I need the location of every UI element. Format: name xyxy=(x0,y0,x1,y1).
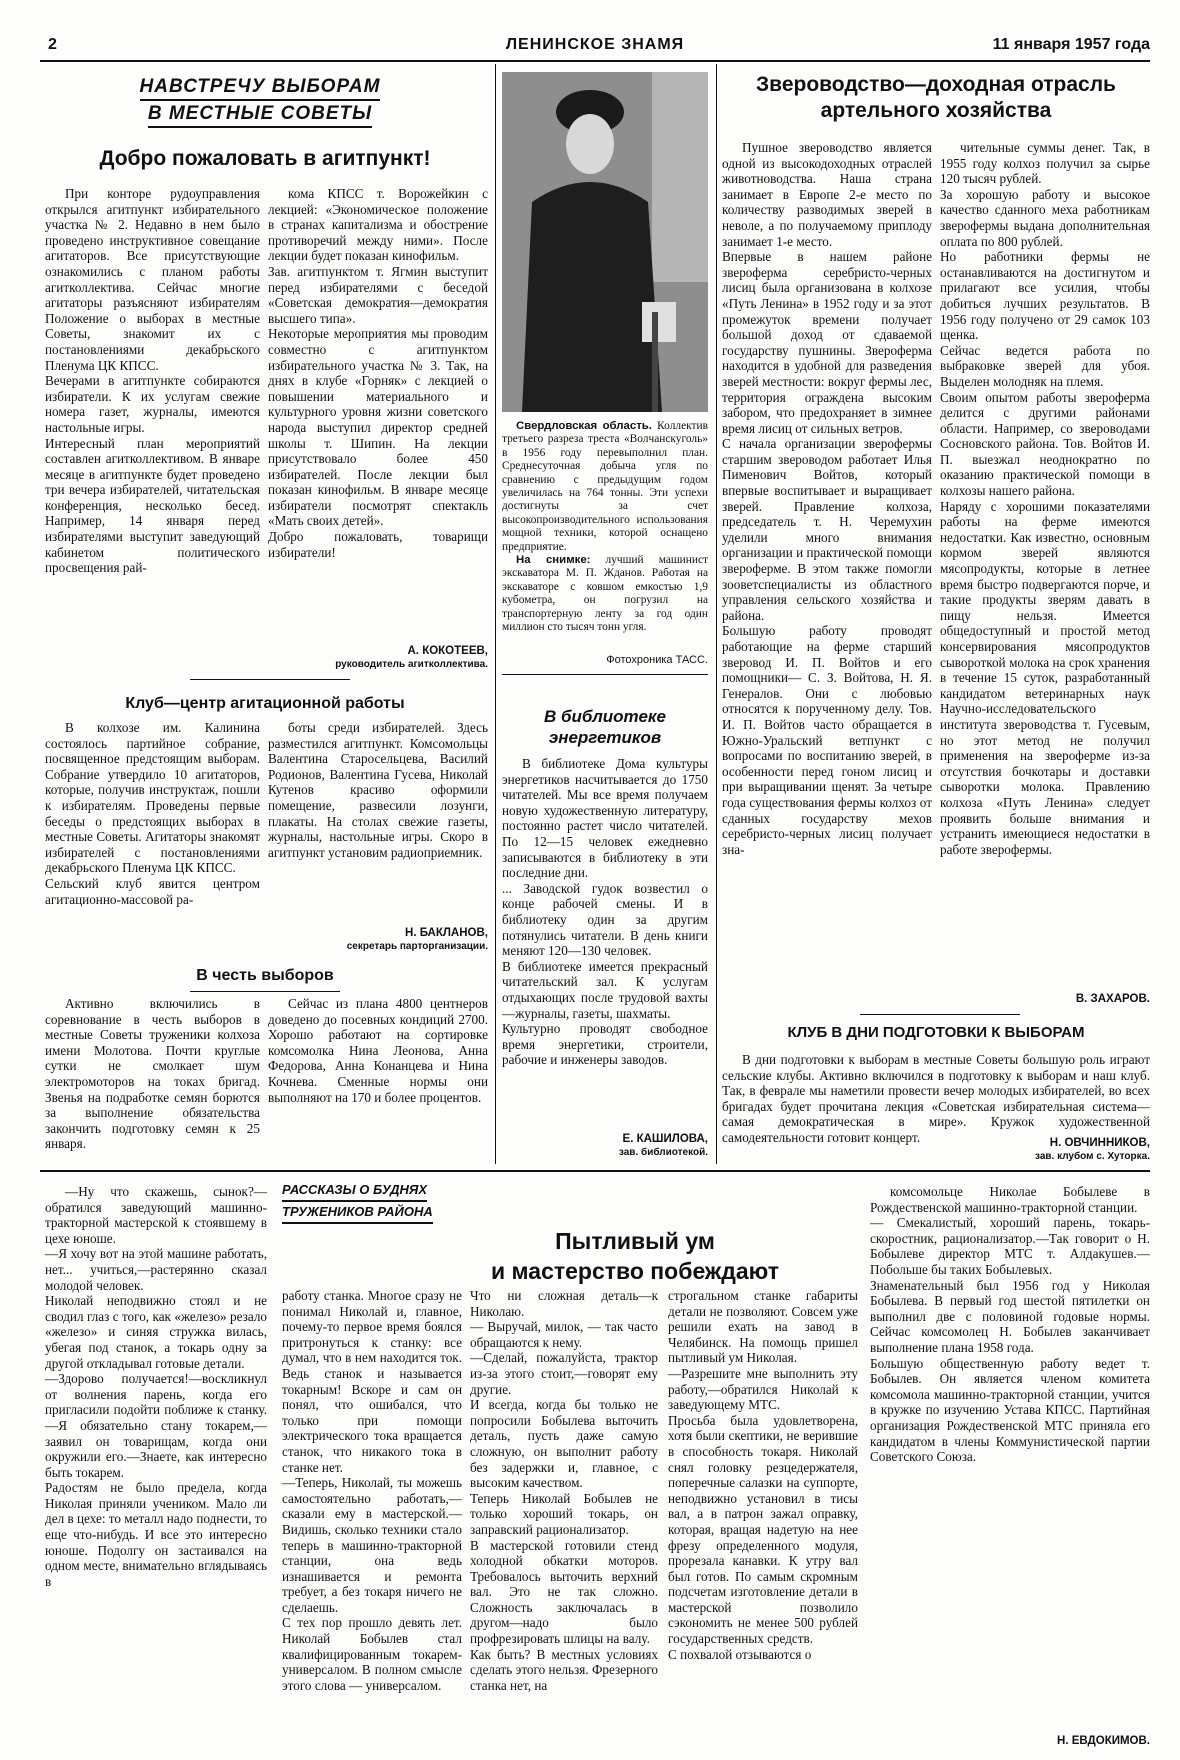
rubric-line: В МЕСТНЫЕ СОВЕТЫ xyxy=(148,101,372,128)
story-col2 xyxy=(282,1288,462,1752)
story-rubric xyxy=(282,1180,492,1224)
divider xyxy=(190,991,340,992)
story-col4 xyxy=(668,1288,858,1752)
library-text xyxy=(502,756,708,1130)
article-text: Что ни сложная деталь—к Николаю. — Выручай, милок, — так часто обращаются к нему. —Сделай, пожалуйста, трактор из-за этого стоит,—говорят ему другие. И всегда, когда бы только не попросили Бобылева выточить деталь, пусть даже самую сложную, он выполнит работу без задержки и, главное, с высоким качеством. Теперь Николай Бобылев не только хороший токарь, он заправский рационализатор. В мастерской готовили стенд холодной обкатки моторов. Требовалось выточить верхний вал. Это не так сложно. Сложность заключалась в другом—надо было профрезировать шлицы на валу. Как быть? В местных условиях сделать этого нельзя. Фрезерного станка нет, на xyxy=(470,1288,658,1693)
photo-credit: Фотохроника ТАСС. xyxy=(606,654,708,666)
club-agit-title: Клуб—центр агитационной работы xyxy=(125,695,405,712)
title-line: Звероводство—доходная отрасль xyxy=(756,73,1116,96)
club-agit-signature xyxy=(268,926,488,958)
article-text: Сейчас из плана 4800 центнеров доведено до посевных кондиций 2700. Хорошо работают на сортировке комсомолка Нина Леонова, Анна Федорова, Анна Конанцева и Нина Кочнева. Сменные нормы они выполняют на 170 и более процентов. xyxy=(268,996,488,1105)
honor-elections-col2 xyxy=(268,996,488,1176)
masthead xyxy=(40,36,1150,56)
author-position: руководитель агитколлектива. xyxy=(335,659,488,670)
story-col1 xyxy=(45,1184,267,1752)
club-agit-col1 xyxy=(45,720,260,960)
author-position: зав. библиотекой. xyxy=(618,1147,708,1158)
article-text: Пушное звероводство является одной из высокодоходных отраслей животноводства. Наша страна занимает в Европе 2-е место по количеству разводимых зверей в неволе, а по получаемому приплоду занимает 1-е место. Впервые в нашем районе звероферма серебристо-черных лисиц была организована в колхозе «Путь Ленина» в 1952 году и за этот промежуток времени получает большой доход от сдаваемой государству пушнины. Звероферма находится в удобной для разведения зверей местности: вокруг фермы лес, территория ограждена высоким забором, что предохраняет в зимнее время лисиц от сильных ветров. С начала организации зверофермы старшим звероводом работает Илья Пименович Войтов, который впервые воспитывает и выращивает зверей. Правление колхоза, председатель т. Н. Черемухин уделили много внимания организации и практической помощи звероферме. В этом также помогли зооветспециалисты из областного управления сельского хозяйства и района. Большую работу проводят работающие на ферме старший зверовод И. П. Войтов и его помощники— С. З. Войтова, Н. Я. Генералов. Они с любовью относятся к порученному делу. Тов. И. П. Войтов часто обращается в Южно-Уральский ветпункт с вопросами по воспитанию зверей, в особенности перед гоном лисиц и при выращивании щенят. За четыре года существования фермы колхоз от сданных государству мехов серебристо-черных лисиц получает зна- xyxy=(722,140,932,857)
club-days-title: КЛУБ В ДНИ ПОДГОТОВКИ К ВЫБОРАМ xyxy=(787,1024,1085,1041)
fur-title xyxy=(722,72,1150,124)
caption-region: Свердловская область. xyxy=(516,420,652,432)
article-text: —Ну что скажешь, сынок?—обратился заведующий машинно-тракторной мастерской к стоявшему в цехе юноше. —Я хочу вот на этой машине работать, нет... учиться,—растерянно сказал молодой человек. Николай неподвижно стоял и не сводил глаз с того, как «железо» резало «железо» и синяя стружка вилась, убегая под станок, а токарь одну за другой откладывал готовые детали. —Здорово получается!—воскликнул от волнения парень, когда его пригласили подойти поближе к станку.—Я обязательно стану токарем,—заявил он товарищам, когда они окружили его.—Знаете, как интересно быть токарем. Радостям не было предела, когда Николая приняли учеником. Мало ли дел в цехе: то металл надо поднести, то еще что-нибудь. И все это интересно юноше. Подолгу он застаивался на одном месте, внимательно вглядываясь в xyxy=(45,1184,267,1589)
club-agit-col2 xyxy=(268,720,488,906)
agitpunkt-col2 xyxy=(268,186,488,642)
article-text: комсомольце Николае Бобылеве в Рождественской машинно-тракторной станции. — Смекалистый, хороший парень, токарь-скоростник, рационализатор.—Так говорит о Н. Бобылеве директор МТС т. Алдакушев.—Побольше бы таких Бобылевых. Знаменательный был 1956 год у Николая Бобылева. В первый год шестой пятилетки он выполнил две с половиной годовые нормы. Сейчас комсомолец Н. Бобылев заканчивает выполнение плана 1958 года. Большую общественную работу ведет т. Бобылев. Он является членом комитета комсомола машинно-тракторной станции, учится в кружке по изучению Устава КПСС. Партийная организация Рождественской МТС приняла его кандидатом в члены Коммунистической партии Советского Союза. xyxy=(870,1184,1150,1465)
rubric-line: НАВСТРЕЧУ ВЫБОРАМ xyxy=(140,74,381,101)
caption-body: лучший машинист экскаватора М. П. Жданов. Работая на экскаваторе с ковшом емкостью 1,9 кубометра, он погрузил на транспортерную ленту за год один миллион сто тысяч тонн угля. xyxy=(502,554,708,634)
rubric-elections xyxy=(110,74,410,130)
article-text: При конторе рудоуправления открылся агитпункт избирательного участка № 2. Недавно в нем было проведено инструктивное совещание агитаторов. Все присутствующие ознакомились с планом работы агитколлектива. Сейчас многие агитаторы разъясняют избирателям Положение о выборах в местные Советы, знакомит их с постановлениями декабрьского Пленума ЦК КПСС. Вечерами в агитпункте собираются избиратели. К их услугам свежие номера газет, журналы, имеются настольные игры. Интересный план мероприятий составлен агитколлективом. В январе месяце в агитпункте будет проведено три вечера избирателей, читательская конференция, несколько бесед. Например, 14 января перед избирателями выступит заведующий кабинетом политического просвещения рай- xyxy=(45,186,260,576)
article-text: В колхозе им. Калинина состоялось партийное собрание, посвященное предстоящим выборам. Собрание утвердило 10 агитаторов, которые, получив инструктаж, пошли к избирателям. Проведены первые беседы о предстоящих выборах в местные Советы. Агитаторы знакомят избирателей с постановлениями декабрьского Пленума ЦК КПСС. Сельский клуб явится центром агитационно-массовой ра- xyxy=(45,720,260,907)
agitpunkt-col1 xyxy=(45,186,260,674)
article-text: работу станка. Многое сразу не понимал Николай и, главное, почему-то первое время боялся притронуться к станку: все думал, что в нем находится ток. Ведь станок и называется токарным! Вскоре и сам он понял, что ошибался, что только при помощи электрического тока вращается станок, что никакого тока в станке нет. —Теперь, Николай, ты можешь самостоятельно работать,—сказали ему в мастерской.—Видишь, сколько техники стало теперь в машинно-тракторной станции, она ведь изнашивается и ремонта требует, а без токаря ничего не сделаешь. С тех пор прошло девять лет. Николай Бобылев стал квалифицированным токарем-универсалом. В полном смысле этого слова — универсалом. xyxy=(282,1288,462,1693)
article-text: боты среди избирателей. Здесь разместился агитпункт. Комсомольцы Валентина Старосельцева, Василий Родионов, Валентина Гусева, Николай Кутенов красиво оформили помещение, развесили лозунги, плакаты. На столах свежие газеты, журналы, настольные игры. Скоро в агитпункт установим радиоприемник. xyxy=(268,720,488,860)
article-text: чительные суммы денег. Так, в 1955 году колхоз получил за сырье 120 тысяч рублей. За хорошую работу и высокое качество сданного меха работникам зверофермы выдана дополнительная оплата по 800 рублей. Но работники фермы не останавливаются на достигнутом и прилагают все усилия, чтобы добиться лучших результатов. В 1956 году получено от 29 самок 103 щенка. Сейчас ведется работа по выбраковке зверей для убоя. Выделен молодняк на племя. Своим опытом работы звероферма делится с другими районами области. Например, со звероводами Сосновского района. Тов. Войтов И. П. выезжал неоднократно по оказанию практической помощи в колхозы нашего района. Наряду с хорошими показателями работы на ферме имеются недостатки. Как известно, основным кормом зверей являются мясопродукты, которые в летнее время быстро подвергаются порче, и такие продукты зверям давать в пищу нельзя. Имеется общедоступный и простой метод консервирования мясопродуктов сывороткой молока на срок хранения в течение 15 суток, разработанный кандидатом ветеринарных наук Научно-исследовательского института звероводства т. Гусевым, но этот метод не получил применения на звероферме из-за отсутствия бочкотары и доставки сыворотки молока. Правлению колхоза «Путь Ленина» следует проявить больше внимания и устранить имеющиеся недостатки в работе зверофермы. xyxy=(940,140,1150,857)
rubric-line: ТРУЖЕНИКОВ РАЙОНА xyxy=(282,1202,433,1224)
divider xyxy=(860,1014,1020,1015)
caption-main xyxy=(502,420,708,554)
issue-date: 11 января 1957 года xyxy=(992,36,1150,53)
title-line: В библиотеке xyxy=(544,707,666,726)
story-col3 xyxy=(470,1288,658,1752)
article-text: строгальном станке габариты детали не позволяют. Совсем уже решили ехать на завод в Челябинск. На помощь пришел пытливый ум Николая. —Разрешите мне выполнить эту работу,—обратился Николай к заведующему МТС. Просьба была удовлетворена, хотя были скептики, не верившие в способность токаря. Николай снял головку резцедержателя, поперечные салазки на суппорте, неподвижно установил в тисы вал, а в патрон зажал оправку, которая, вращая надетую на нее фрезу определенного модуля, прорезала канавки. К утру вал был готов. По самым скромным подсчетам изготовление детали в мастерской позволило сэкономить не менее 500 рублей государственных средств. С похвалой отзываются о xyxy=(668,1288,858,1662)
author-name: Н. БАКЛАНОВ, xyxy=(405,927,488,939)
story-signature: Н. ЕВДОКИМОВ. xyxy=(1057,1735,1150,1747)
divider xyxy=(190,679,350,680)
agitpunkt-title: Добро пожаловать в агитпункт! xyxy=(99,147,431,170)
author-name: Н. ОВЧИННИКОВ, xyxy=(1049,1137,1150,1149)
newspaper-name: ЛЕНИНСКОЕ ЗНАМЯ xyxy=(505,36,685,53)
masthead-rule xyxy=(40,60,1150,62)
divider xyxy=(502,674,708,675)
fur-col2 xyxy=(940,140,1150,990)
title-line: артельного хозяйства xyxy=(820,99,1052,122)
photo-caption xyxy=(502,420,708,634)
caption-secondary xyxy=(502,554,708,634)
article-text: Активно включились в соревнование в честь выборов в местные Советы труженики колхоза имени Молотова. Почти круглые сутки не смолкает шум электромоторов на токах бригад. Звенья на подработке семян борются за выполнение обязательства закончить подготовку семян к 25 января. xyxy=(45,996,260,1152)
author-position: секретарь парторганизации. xyxy=(346,941,488,952)
caption-body: Коллектив третьего разреза треста «Волчанскуголь» в 1956 году перевыполнил план. Среднесуточная добыча угля по сравнению с предыдущим годом увеличилась на 764 тонны. Эти успехи достигнуты за счет высокопроизводительного использования мощной техники, которой оснащено предприятие. xyxy=(502,420,708,553)
column-rule xyxy=(716,64,717,1164)
rubric-line: РАССКАЗЫ О БУДНЯХ xyxy=(282,1180,427,1202)
story-title xyxy=(470,1226,800,1286)
author-name: А. КОКОТЕЕВ, xyxy=(407,645,488,657)
title-line: энергетиков xyxy=(548,728,662,747)
library-signature xyxy=(502,1132,708,1162)
photo-excavator-operator xyxy=(502,72,708,412)
title-line: Пытливый ум xyxy=(555,1228,715,1254)
column-rule xyxy=(495,64,496,1164)
author-name: Е. КАШИЛОВА, xyxy=(622,1133,708,1145)
honor-elections-title: В честь выборов xyxy=(196,967,334,984)
author-position: зав. клубом с. Хуторка. xyxy=(1034,1151,1150,1162)
section-divider xyxy=(40,1170,1150,1172)
article-text: В библиотеке Дома культуры энергетиков насчитывается до 1750 читателей. Мы все время получаем новую художественную литературу, постоянно растет число читателей. По 12—15 человек ежедневно записываются в библиотеку в эти последние дни. ... Заводской гудок возвестил о конце рабочей смены. И в библиотеку один за другим потянулись читатели. В день книги меняют 120—130 человек. В библиотеке имеется прекрасный читательский зал. К услугам отдыхающих после трудовой вахты—журналы, газеты, шахматы. Культурно проводят свободное время энергетики, строители, рабочие и инженеры заводов. xyxy=(502,756,708,1068)
agitpunkt-signature xyxy=(268,644,488,676)
fur-signature: В. ЗАХАРОВ. xyxy=(1075,993,1150,1005)
article-text: кома КПСС т. Ворожейкин с лекцией: «Экономическое положение в странах капитализма и обострение противоречий между ними». После лекции будет показан кинофильм. Зав. агитпунктом т. Ягмин выступит перед избирателями с беседой «Советская демократия—демократия высшего типа». Некоторые мероприятия мы проводим совместно с агитпунктом избирательного участка № 3. Так, на днях в клубе «Горняк» с лекцией о повышении материального и культурного уровня жизни советского народа выступил директор средней школы т. Шипин. На лекции присутствовало более 450 избирателей. После лекции был показан кинофильм. В январе месяце избиратели посмотрят спектакль «Мать своих детей». Добро пожаловать, товарищи избиратели! xyxy=(268,186,488,560)
title-line: и мастерство побеждают xyxy=(491,1258,779,1284)
article-text: В дни подготовки к выборам в местные Советы большую роль играют сельские клубы. Активно включился в подготовку к выборам и наш клуб. Так, в феврале мы наметили провести вечер молодых избирателей, во всех бригадах будет прочитана лекция «Советская избирательная система—самая демократическая в мире». Кружок художественной самодеятельности готовит концерт. xyxy=(722,1052,1150,1145)
story-col5 xyxy=(870,1184,1150,1728)
photo-figure xyxy=(502,72,708,412)
honor-elections-col1 xyxy=(45,996,260,1176)
club-days-signature xyxy=(722,1136,1150,1166)
page-number: 2 xyxy=(48,36,57,53)
caption-label: На снимке: xyxy=(516,554,591,567)
fur-col1 xyxy=(722,140,932,990)
library-title xyxy=(502,706,708,748)
